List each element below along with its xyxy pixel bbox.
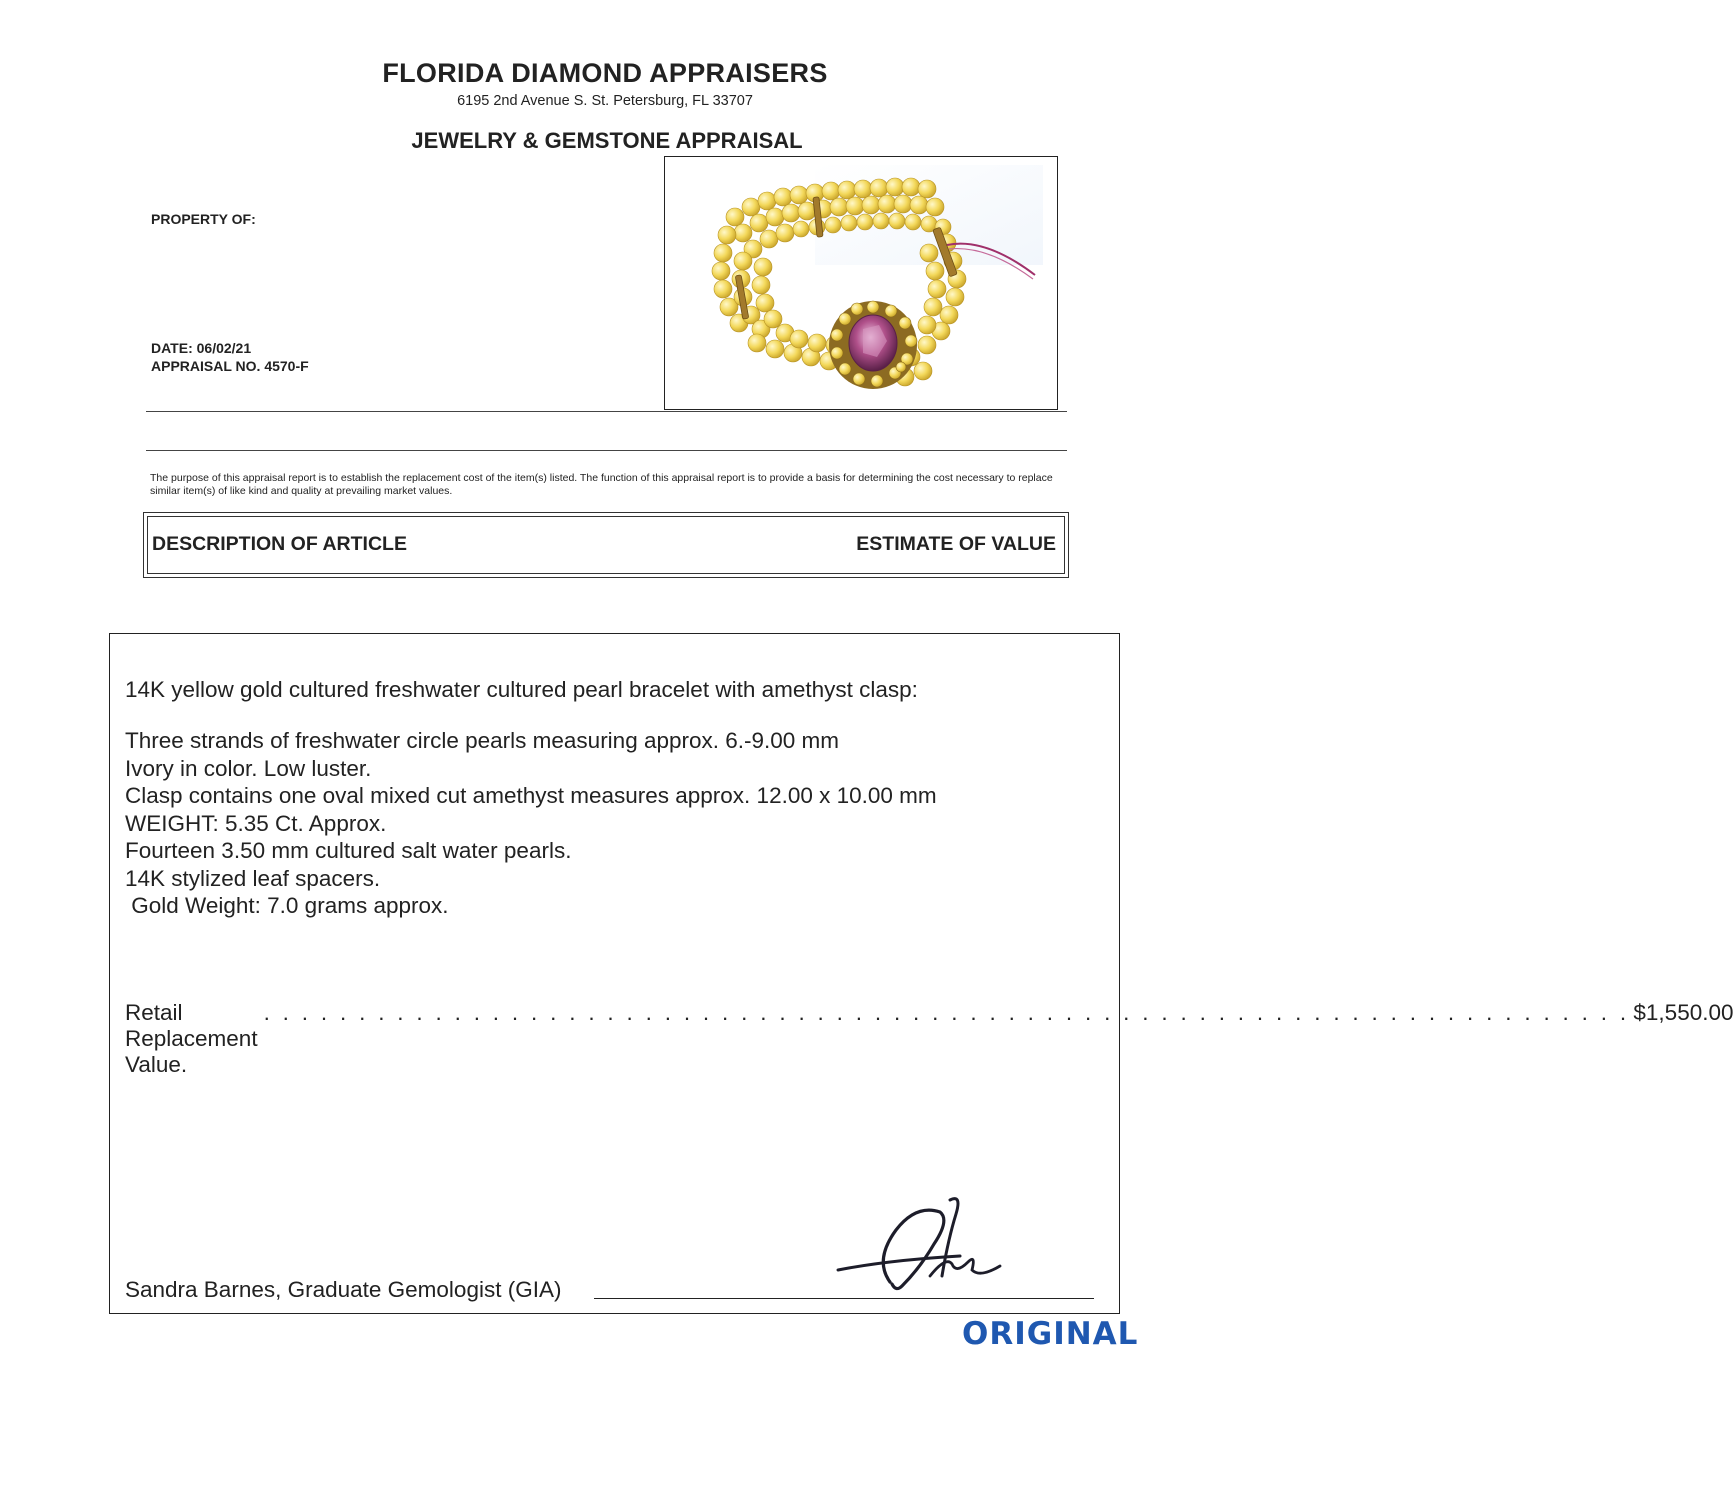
property-of-label: PROPERTY OF: [151,211,256,227]
detail-line: 14K stylized leaf spacers. [125,865,381,891]
appraiser-signature [830,1190,1020,1300]
appraisal-number-row [151,358,309,374]
description-header: DESCRIPTION OF ARTICLE [152,533,407,555]
table-header-box [143,512,1069,578]
appraiser-name: Sandra Barnes, Graduate Gemologist (GIA) [125,1277,562,1302]
estimate-header: ESTIMATE OF VALUE [856,533,1056,555]
divider-line [146,450,1067,451]
detail-line: Three strands of freshwater circle pearls measuring approx. 6.-9.00 mm [125,728,840,753]
item-photo-frame [664,156,1058,410]
company-address: 6195 2nd Avenue S. St. Petersburg, FL 33707 [457,93,753,109]
date-row [151,340,251,356]
divider-line [146,411,1067,412]
replacement-value-row [125,1000,1734,1078]
appraisal-number-value: 4570-F [264,358,309,374]
replacement-value-amount: $1,550.00 [1633,1000,1734,1025]
article-headline: 14K yellow gold cultured freshwater cultured pearl bracelet with amethyst clasp: [125,677,918,702]
company-name: FLORIDA DIAMOND APPRAISERS [382,58,828,88]
document-title: JEWELRY & GEMSTONE APPRAISAL [411,128,803,153]
detail-line: Clasp contains one oval mixed cut amethyst measures approx. 12.00 x 10.00 mm [125,783,937,808]
replacement-value-label: Retail Replacement Value. [125,1000,258,1077]
date-label: DATE: [151,340,193,356]
date-value: 06/02/21 [196,340,252,356]
detail-line: Fourteen 3.50 mm cultured salt water pearls. [125,838,572,863]
detail-line: Gold Weight: 7.0 grams approx. [125,893,449,918]
detail-line: WEIGHT: 5.35 Ct. Approx. [125,810,387,836]
leader-dots: . . . . . . . . . . . . . . . . . . . . . . . . . . . . . . . . . . . . . . . . . . . . . . . . . . . . . . . . . . . . . . . . . . . . . . . . [263,1000,1630,1025]
detail-line: Ivory in color. Low luster. [125,755,372,781]
appraisal-number-label: APPRAISAL NO. [151,358,261,374]
pearl-bracelet-photo [665,157,1057,409]
original-stamp: ORIGINAL [962,1316,1139,1352]
article-details [125,727,937,920]
purpose-statement: The purpose of this appraisal report is to establish the replacement cost of the item(s) listed. The function of this appraisal report is to provide a basis for determining the cost necessary to replace similar item(s) of like kind and quality at prevailing market values. [150,472,1053,497]
